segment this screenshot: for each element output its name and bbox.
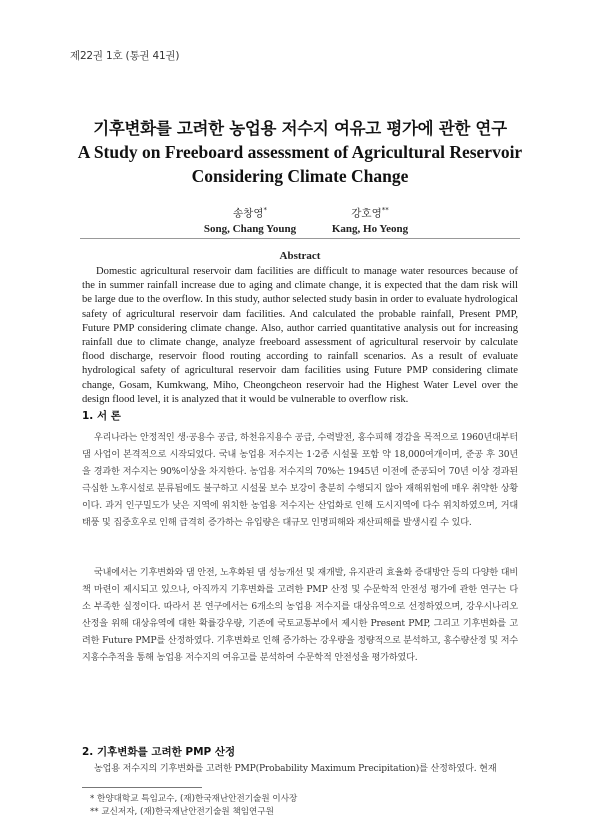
english-title-line-1: A Study on Freeboard assessment of Agricultural Reservoir [77, 142, 523, 162]
abstract-heading: Abstract [279, 250, 321, 262]
footnote-1: * 한양대학교 특임교수, (재)한국재난안전기술원 이사장 [90, 794, 298, 804]
korean-title: 기후변화를 고려한 농업용 저수지 여유고 평가에 관한 연구 [93, 119, 507, 138]
author-1-mark: * [263, 206, 267, 214]
section-1-paragraph-2: 국내에서는 기후변화와 댐 안전, 노후화된 댐 성능개선 및 재개발, 유지관리 효율화 증대방안 등의 다양한 대비책 마련이 제시되고 있으나, 아직까지 기후변화를 고려한 PMP 산정 및 수문학적 안전성 평가에 관한 연구는 다소 부족한 실정이다. 따라서 본 연구에서는 6개소의 농업용 저수지를 대상유역으로 선정하였으며, 강우시나리오 산정을 위해 대상유역에 대한 확률강우량, 기존에 국토교통부에서 제시한 Present PMP, 그리고 기후변화를 고려한 Future PMP를 산정하였다. 기후변화로 인해 증가하는 강우량을 정량적으로 분석하고, 홍수량산정 및 저수지홍수추적을 통해 농업용 저수지의 여유고를 분석하여 수문학적 안전성을 평가하였다. [82, 568, 518, 663]
section-1-paragraph-1: 우리나라는 안정적인 생·공용수 공급, 하천유지용수 공급, 수력발전, 홍수피해 경감을 목적으로 1960년대부터 댐 사업이 본격적으로 시작되었다. 국내 농업용 저수지는 1·2종 시설물 포함 약 18,000여개이며, 준공 후 30년을 경과한 저수지는 90%이상을 차지한다. 농업용 저수지의 70%는 1945년 이전에 준공되어 70년 이상 경과된 극심한 노후시설로 분류됨에도 불구하고 시설물 보수 보강이 충분히 수행되지 않아 재해위험에 매우 취약한 상황이다. 과거 인구밀도가 낮은 지역에 위치한 농업용 저수지는 산업화로 인해 도시지역에 다수 위치하였으며, 거대태풍 및 집중호우로 인해 급격히 증가하는 유입량은 대규모 인명피해와 재산피해를 발생시킬 수 있다. [82, 433, 518, 528]
section-1-heading: 1. 서 론 [82, 410, 121, 422]
author-2-korean-name: 강호영 [351, 207, 382, 220]
abstract-text: Domestic agricultural reservoir dam facilities are difficult to manage water resources because of the in summer rainfall increase due to aging and climate change, it is expected that the dam risk will be large due to the overflow. In this study, author selected study basin in order to evaluate hydrological safety of agricultural reservoir dam facilities. And calculated the probable rainfall, Present PMP, Future PMP considering climate change. Also, author carried quantitative analysis out for increasing rainfall due to climate change, analyze freeboard assessment of agricultural reservoir by calculate flood discharge, reservoir flood routing according to rainfall scenarios. As a result of evaluate hydrological safety of agricultural reservoir dam facilities using Future PMP considering climate change, Gosam, Kumkwang, Miho, Cheongcheon reservoir had the Highest Water Level over the design flood level, it is analyzed that it would be vulnerable to overflow risk. [82, 266, 518, 405]
volume-header: 제22권 1호 (통권 41권) [70, 50, 180, 62]
abstract-divider [80, 238, 520, 239]
section-2-paragraph-1: 농업용 저수지의 기후변화를 고려한 PMP(Probability Maximum Precipitation)를 산정하였다. 현재 [94, 764, 497, 774]
author-1-korean-name: 송창영 [233, 207, 264, 220]
author-block [0, 203, 600, 243]
section-2-heading: 2. 기후변화를 고려한 PMP 산정 [82, 746, 236, 758]
author-2-mark: ** [381, 206, 389, 214]
footnote-2: ** 교신저자, (재)한국재난안전기술원 책임연구원 [90, 807, 274, 817]
english-title [60, 140, 540, 188]
author-2-english-name: Kang, Ho Yeong [331, 222, 409, 235]
footnote-divider [82, 787, 202, 788]
author-1-english-name: Song, Chang Young [203, 222, 297, 235]
author-2 [290, 203, 450, 237]
english-title-line-2: Considering Climate Change [191, 166, 409, 186]
